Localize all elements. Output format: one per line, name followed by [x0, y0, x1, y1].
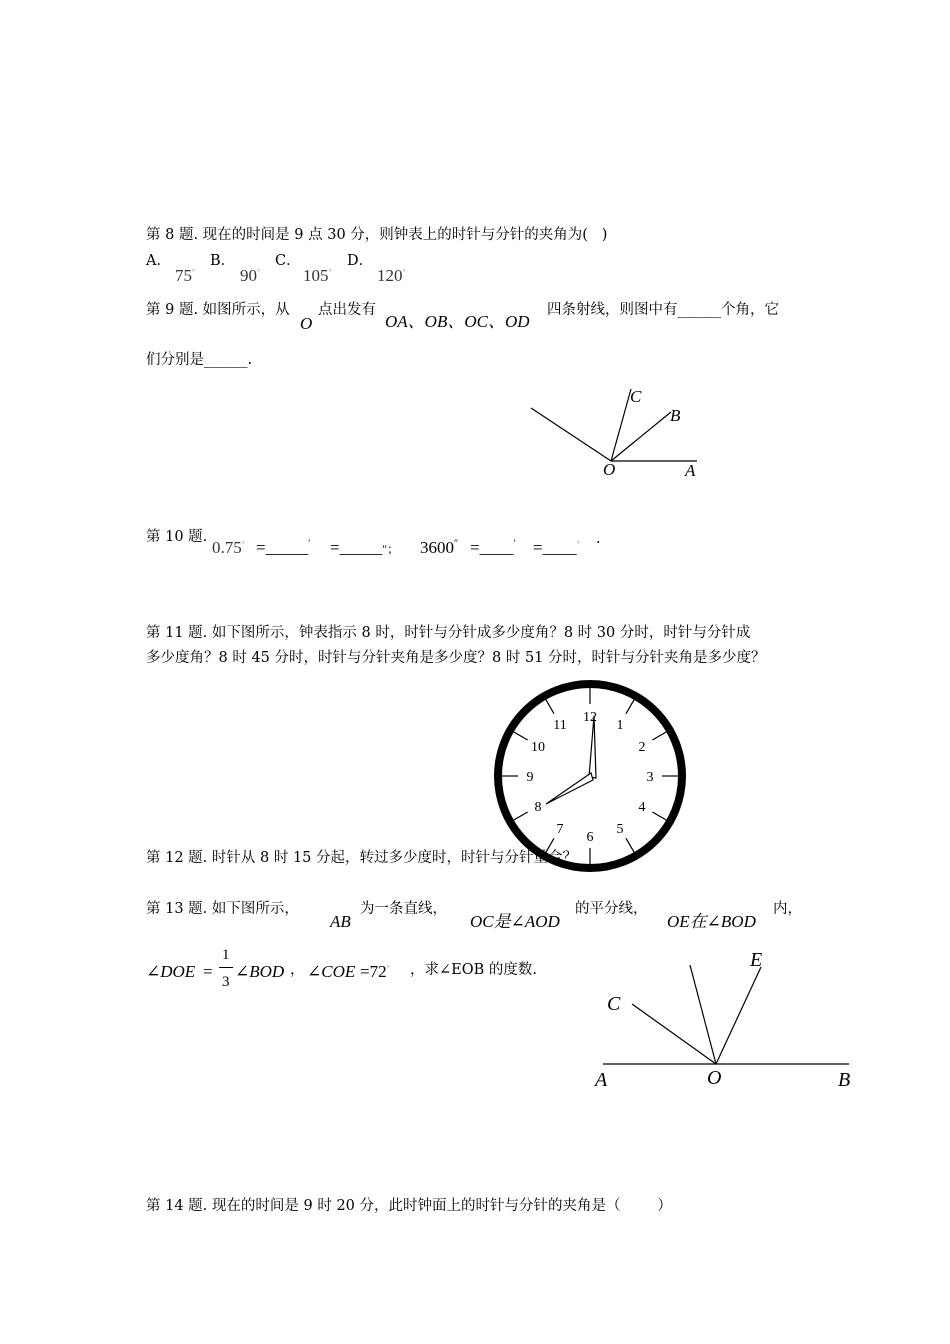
q10-end: .: [596, 531, 601, 547]
label-b: B: [838, 1069, 851, 1091]
clock-number: 8: [534, 800, 542, 815]
clock-number: 11: [553, 718, 567, 734]
label-c: C: [607, 993, 621, 1015]
clock-number: 5: [616, 821, 624, 837]
q13-frac-num: 1: [222, 947, 230, 963]
q10-blank3: =____′: [470, 538, 516, 557]
option-b-value: 90°: [240, 266, 261, 285]
q13-value: =72°: [360, 962, 390, 981]
q13-angle-doe: ∠DOE: [146, 962, 196, 981]
option-c-label: C．: [275, 253, 301, 269]
question-9-prefix: 第 9 题. 如图所示，从: [146, 302, 290, 318]
label-e: E: [750, 949, 763, 971]
ray-label-a: A: [685, 461, 696, 480]
q13-eq: =: [203, 962, 213, 981]
q10-value1: 0.75°: [212, 538, 245, 557]
option-a-value: 75°: [175, 266, 196, 285]
option-a-label: A．: [146, 253, 171, 269]
q13-ask: ，求∠EOB 的度数.: [410, 962, 537, 978]
q13-angle-coe: ∠COE: [307, 962, 356, 981]
q10-blank4: =____°: [533, 538, 580, 557]
question-9-suffix: 四条射线，则图中有______个角，它: [547, 302, 779, 318]
q13-ab: AB: [330, 912, 351, 931]
question-10-label: 第 10 题.: [146, 529, 208, 545]
q13-oc: OC是∠AOD: [470, 912, 560, 931]
question-9-line2: 们分别是______.: [146, 352, 253, 368]
clock-number: 6: [586, 830, 594, 845]
question-11-line2: 多少度角？8 时 45 分时，时针与分针夹角是多少度？8 时 51 分时，时针与分针夹角是多少度？: [146, 650, 766, 666]
question-8-text: 第 8 题. 现在的时间是 9 点 30 分，则钟表上的时针与分针的夹角为( ): [146, 227, 608, 243]
option-d-label: D．: [347, 253, 374, 269]
question-12-text: 第 12 题. 时针从 8 时 15 分起，转过多少度时，时针与分针重合？: [146, 850, 577, 866]
point-o-label: O: [300, 314, 313, 333]
q13-mid2: 的平分线，: [575, 901, 648, 917]
clock-number: 3: [646, 770, 654, 785]
question-14-text: 第 14 题. 现在的时间是 9 时 20 分，此时钟面上的时针与分针的夹角是（ ）: [146, 1198, 672, 1214]
clock-number: 9: [526, 770, 534, 785]
q13-oe: OE在∠BOD: [667, 912, 756, 931]
clock-number: 10: [531, 740, 546, 755]
q10-blank1: =_____′: [256, 538, 311, 557]
option-b-label: B．: [210, 253, 236, 269]
question-9-mid: 点出发有: [318, 302, 376, 318]
clock-number: 4: [638, 800, 646, 815]
clock-number: 7: [556, 821, 564, 837]
ray-label-c: C: [630, 387, 642, 406]
question-11-line1: 第 11 题. 如下图所示，钟表指示 8 时，时针与分针成多少度角？8 时 30 分时，时针与分针成: [146, 625, 751, 641]
question-13-prefix: 第 13 题. 如下图所示，: [146, 901, 299, 917]
q13-frac-den: 3: [222, 974, 230, 990]
q13-comma: ，: [290, 962, 305, 978]
q10-blank2: =_____″；: [330, 538, 400, 557]
q13-mid3: 内，: [773, 901, 802, 917]
label-a: A: [595, 1069, 608, 1091]
q13-angle-bod: ∠BOD: [235, 962, 285, 981]
ray-label-o: O: [603, 460, 616, 479]
q13-mid1: 为一条直线，: [360, 901, 447, 917]
q10-value2: 3600″: [420, 538, 459, 557]
ray-label-b: B: [670, 406, 681, 425]
rays-list: OA、OB、OC、OD: [385, 312, 530, 331]
clock-number: 1: [616, 718, 624, 734]
option-c-value: 105°: [303, 266, 332, 285]
label-o: O: [707, 1067, 722, 1089]
option-d-value: 120°: [377, 266, 406, 285]
clock-number: 12: [583, 710, 597, 725]
clock-number: 2: [638, 740, 646, 755]
